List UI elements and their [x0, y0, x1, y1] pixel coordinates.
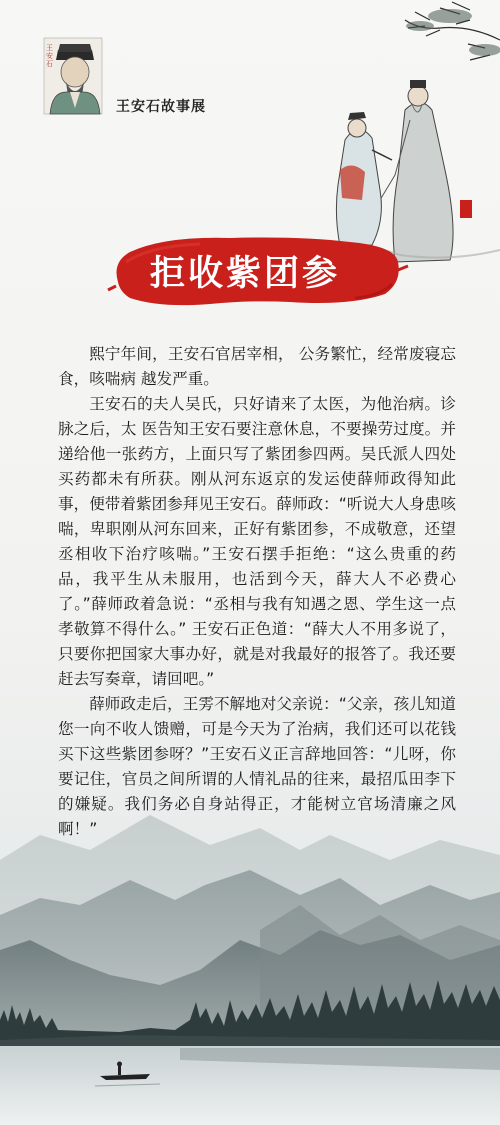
avatar-seal-text: 王安石	[46, 44, 53, 68]
story-paragraph: 王安石的夫人吴氏，只好请来了太医，为他治病。诊脉之后，太 医告知王安石要注意休息，不要操劳过度。并递给他一张药方，上面只写了紫团参四两。吴氏派人四处买药都未有所获。刚从河东返京的发运使薛师政得知此事，便带着紫团参拜见王安石。薛师政：“听说大人身患咳喘，卑职刚从河东回来，正好有紫团参，不成敬意，还望丞相收下治疗咳喘。”王安石摆手拒绝：“这么贵重的药品，我平生从未服用，也活到今天，薛大人不必费心了。”薛师政着急说：“丞相与我有知遇之恩、学生这一点孝敬算不得什么。” 王安石正色道：“薛大人不用多说了，只要你把国家大事办好，就是对我最好的报答了。我还要赶去写奏章，请回吧。”	[58, 395, 456, 688]
story-paragraph: 薛师政走后，王雱不解地对父亲说：“父亲，孩儿知道您一向不收人馈赠，可是今天为了治病，我们还可以花钱买下这些紫团参呀？”王安石义正言辞地回答：“儿呀，你要记住，官员之间所谓的人情礼品的往来，最招瓜田李下的嫌疑。我们务必自身站得正，才能树立官场清廉之风啊！”	[58, 695, 456, 838]
story-paragraph: 熙宁年间，王安石官居宰相， 公务繁忙，经常废寝忘食，咳喘病 越发严重。	[58, 345, 456, 388]
exhibition-title: 王安石故事展	[116, 99, 206, 115]
story-text	[58, 342, 456, 842]
headline: 拒收紫团参	[150, 253, 341, 294]
